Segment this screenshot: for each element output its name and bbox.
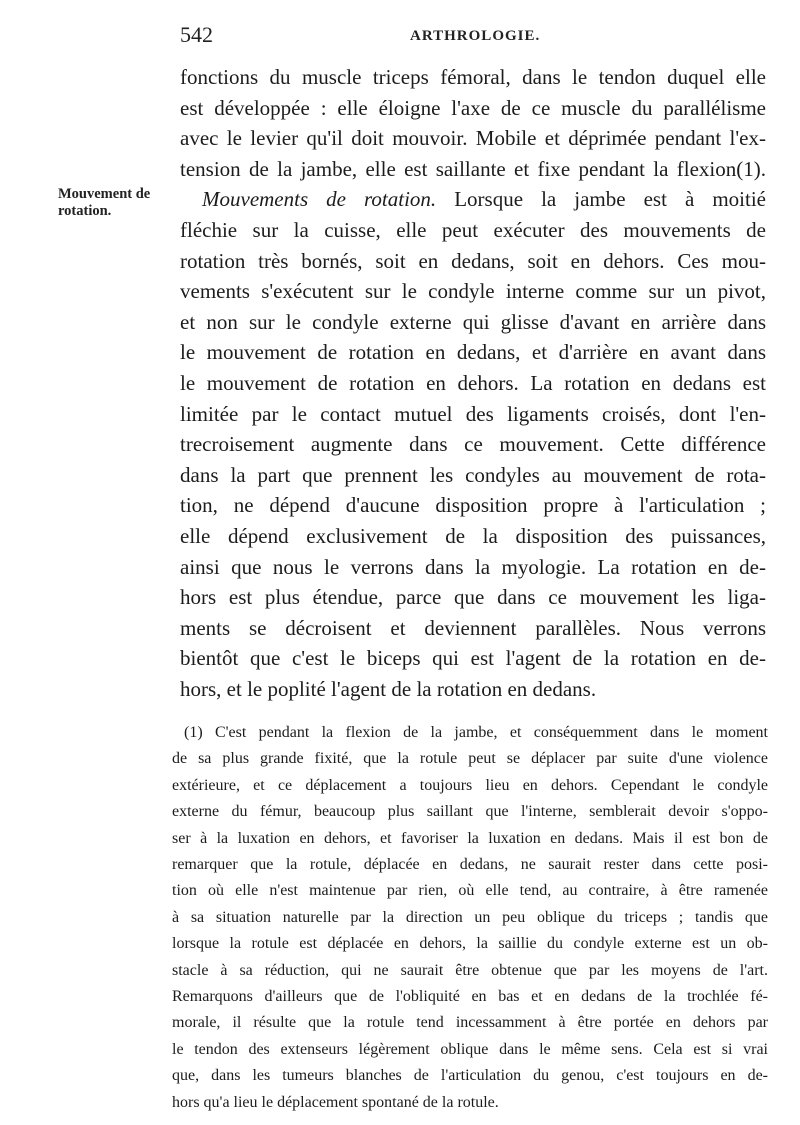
body-line: tension de la jambe, elle est saillante et fixe pendant la flexion(1). [180, 156, 766, 181]
body-line: hors, et le poplité l'agent de la rotation en dedans. [180, 676, 597, 701]
section-first-line-rest: Lorsque la jambe est à moitié [454, 187, 766, 212]
margin-note [58, 186, 182, 220]
body-line: ments se décroisent et deviennent parallèles. Nous verrons [180, 615, 766, 640]
footnote-line: hors qu'a lieu le déplacement spontané de la rotule. [172, 1093, 499, 1111]
footnote-line: (1) C'est pendant la flexion de la jambe, et conséquemment dans le moment [184, 724, 768, 741]
body-line: vements s'exécutent sur le condyle interne comme sur un pivot, [180, 279, 766, 304]
footnote-line: que, dans les tumeurs blanches de l'articulation du genou, c'est toujours en de- [172, 1067, 768, 1085]
footnote-line: de sa plus grande fixité, que la rotule peut se déplacer par suite d'une violence [172, 750, 768, 768]
footnote-line: stacle à sa réduction, qui ne saurait être obtenue que par les moyens de l'art. [172, 961, 768, 979]
body-line: tion, ne dépend d'aucune disposition propre à l'articulation ; [180, 493, 766, 518]
footnote [172, 720, 768, 1116]
footnote-line: tion où elle n'est maintenue par rien, où elle tend, au contraire, à être ramenée [172, 882, 768, 900]
body-line: avec le levier qu'il doit mouvoir. Mobile et déprimée pendant l'ex- [180, 126, 766, 151]
body-line: est développée : elle éloigne l'axe de ce muscle du parallélisme [180, 95, 766, 120]
body-line: fonctions du muscle triceps fémoral, dans le tendon duquel elle [180, 65, 766, 89]
section-title: Mouvements de rotation. [202, 187, 437, 212]
body-line: fléchie sur la cuisse, elle peut exécuter des mouvements de [180, 217, 766, 242]
body-line: limitée par le contact mutuel des ligaments croisés, dont l'en- [180, 401, 766, 426]
body-line: rotation très bornés, soit en dedans, soit en dehors. Ces mou- [180, 248, 766, 273]
body-line: elle dépend exclusivement de la disposition des puissances, [180, 523, 766, 548]
page-header [180, 22, 770, 52]
body-line: hors est plus étendue, parce que dans ce mouvement les liga- [180, 585, 766, 610]
footnote-line: extérieure, et ce déplacement a toujours lieu en dehors. Cependant le condyle [172, 776, 768, 794]
footnote-line: ser à la luxation en dehors, et favoriser la luxation en dedans. Mais il est bon de [172, 829, 768, 847]
main-body-text [180, 62, 766, 704]
margin-note-line: Mouvement de [58, 186, 151, 202]
body-line: ainsi que nous le verrons dans la myologie. La rotation en de- [180, 554, 766, 579]
body-line: le mouvement de rotation en dedans, et d'arrière en avant dans [180, 340, 766, 365]
margin-note-line: rotation. [58, 203, 112, 219]
body-line: dans la part que prennent les condyles au mouvement de rota- [180, 462, 766, 487]
section-first-line [180, 184, 766, 215]
footnote-line: morale, il résulte que la rotule tend incessamment à être portée en dehors par [172, 1014, 768, 1032]
footnote-line: à sa situation naturelle par la direction un peu oblique du triceps ; tandis que [172, 908, 768, 926]
footnote-line: lorsque la rotule est déplacée en dehors, la saillie du condyle externe est un ob- [172, 935, 768, 953]
body-line: trecroisement augmente dans ce mouvement. Cette différence [180, 432, 766, 457]
footnote-line: remarquer que la rotule, déplacée en dedans, ne saurait rester dans cette posi- [172, 856, 768, 874]
footnote-line: externe du fémur, beaucoup plus saillant que l'interne, semblerait devoir s'oppo- [172, 803, 768, 821]
running-title: ARTHROLOGIE. [410, 28, 541, 44]
footnote-line: Remarquons d'ailleurs que de l'obliquité en bas et en dedans de la trochlée fé- [172, 988, 768, 1006]
page-number: 542 [180, 22, 213, 47]
body-line: et non sur le condyle externe qui glisse d'avant en arrière dans [180, 309, 766, 334]
footnote-line: le tendon des extenseurs légèrement oblique dans le même sens. Cela est si vrai [172, 1040, 768, 1058]
body-line: bientôt que c'est le biceps qui est l'agent de la rotation en de- [180, 646, 766, 671]
body-line: le mouvement de rotation en dehors. La rotation en dedans est [180, 370, 766, 395]
